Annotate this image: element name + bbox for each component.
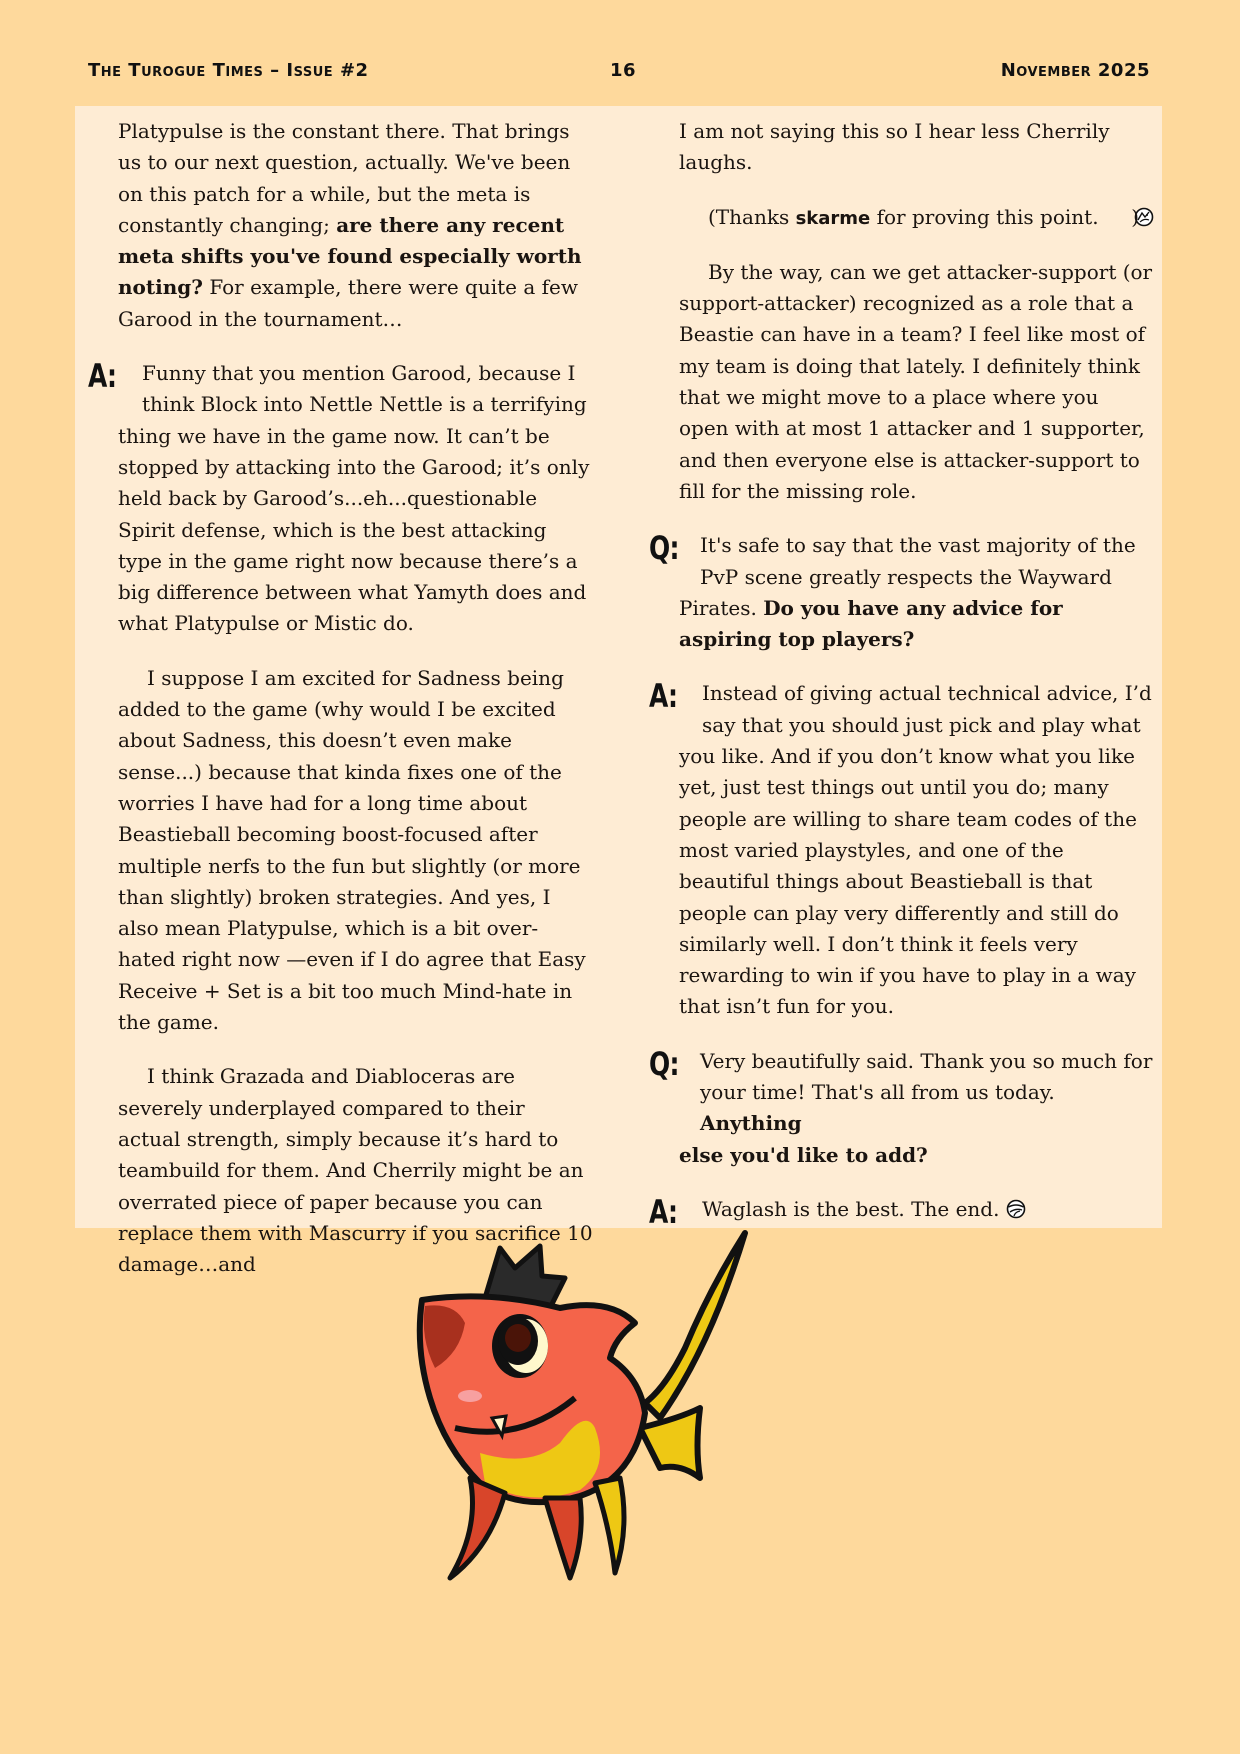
question-label: Q: [649, 529, 679, 568]
question-block [649, 1044, 1154, 1171]
question-bold: Do you have any advice for aspiring top players? [679, 595, 1063, 652]
body-paragraph: I suppose I am excited for Sadness being added to the game (why would I be excited about Sadness, this doesn’t even make sense...) because that kinda fixes one of the worries I have had for a long time about Beastieball becoming boost-focused after multiple nerfs to the fun but slightly (or more than slightly) broken strategies. And yes, I also mean Platypulse, which is a bit over-hated right now —even if I do agree that Easy Receive + Set is a bit too much Mind-hate in the game. [118, 665, 586, 1035]
beastieball-icon [1006, 1197, 1026, 1217]
body-paragraph: I am not saying this so I hear less Cherrily laughs. [679, 119, 1110, 175]
body-paragraph: I think Grazada and Diabloceras are severely underplayed compared to their actual strength, simply because it’s hard to teambuild for them. And Cherrily might be an overrated piece of paper because you can replace them with Mascurry if you sacrifice 10 damage…and [118, 1064, 593, 1277]
answer-text: Waglash is the best. The end. [702, 1196, 1006, 1221]
answer-label: A: [649, 1192, 678, 1231]
question-line [679, 1077, 1154, 1140]
page-header [0, 60, 1240, 90]
question-bold: Anything [700, 1111, 802, 1136]
thanks-close: ) [1131, 204, 1140, 229]
answer-line: say that you should just pick and play what [702, 712, 1141, 737]
thanks-prefix: (Thanks [708, 204, 796, 229]
left-column [88, 116, 593, 1303]
body-paragraph: By the way, can we get attacker-support (or support-attacker) recognized as a role that a Beastie can have in a team? I feel like most of my team is doing that lately. I definitely think that we might move to a place where you open with at most 1 attacker and 1 supporter, and then everyone else is attacker-support to fill for the missing role. [679, 259, 1153, 503]
question-text: Pirates. [679, 595, 764, 620]
question-line: It's safe to say that the vast majority of the [700, 533, 1136, 558]
question-line: PvP scene greatly respects the Wayward [700, 564, 1112, 589]
page-number: 16 [610, 60, 637, 81]
question-paragraph [679, 530, 1154, 655]
username: skarme [795, 207, 871, 229]
question-bold: are there any recent meta shifts you've found especially worth noting? [118, 212, 582, 300]
right-column [649, 116, 1154, 1248]
answer-label: A: [88, 357, 117, 396]
answer-block [88, 357, 593, 640]
laughing-ball-icon [1105, 205, 1125, 225]
thanks-note [679, 202, 1154, 234]
answer-label: A: [649, 677, 678, 716]
thanks-suffix: for proving this point. [870, 204, 1105, 229]
question-paragraph [118, 116, 593, 335]
answer-line: Funny that you mention Garood, because I [142, 361, 576, 386]
question-label: Q: [649, 1044, 679, 1083]
answer-text: you like. And if you don’t know what you like yet, just test things out until you do; many people are willing to share team codes of the most varied playstyles, and one of the beautiful things about Beastieball is that people can play very differently and still do similarly well. I don’t think it feels very rewarding to win if you have to play in a way that isn’t fun for you. [679, 744, 1137, 1019]
question-text: your time! That's all from us today. [700, 1080, 1055, 1105]
answer-block [649, 677, 1154, 1022]
answer-paragraph [679, 678, 1154, 1022]
answer-line: think Block into Nettle Nettle is a terrifying [142, 392, 587, 417]
issue-date: November 2025 [1000, 60, 1150, 81]
answer-paragraph [118, 358, 593, 640]
question-text: Platypulse is the constant there. That brings us to our next question, actually. We've been on this patch for a while, but the meta is constantly changing; [118, 119, 571, 237]
answer-block [649, 1192, 1154, 1231]
answer-line: Instead of giving actual technical advice, I’d [702, 681, 1152, 706]
question-text-continued: For example, there were quite a few Garood in the tournament… [118, 275, 578, 331]
question-bold: else you'd like to add? [679, 1142, 928, 1167]
shark-mascot-illustration [410, 1228, 830, 1598]
question-line: Very beautifully said. Thank you so much for [700, 1048, 1153, 1073]
answer-paragraph [679, 1194, 1154, 1225]
answer-text: thing we have in the game now. It can’t be stopped by attacking into the Garood; it’s only held back by Garood’s...eh...questionable Spirit defense, which is the best attacking type in the game right now because there’s a big difference between what Yamyth does and what Platypulse or Mistic do. [118, 423, 590, 636]
article-body [75, 106, 1162, 1277]
question-paragraph [679, 1046, 1154, 1171]
publication-title: The Turogue Times – Issue #2 [88, 60, 369, 81]
question-block [649, 529, 1154, 655]
